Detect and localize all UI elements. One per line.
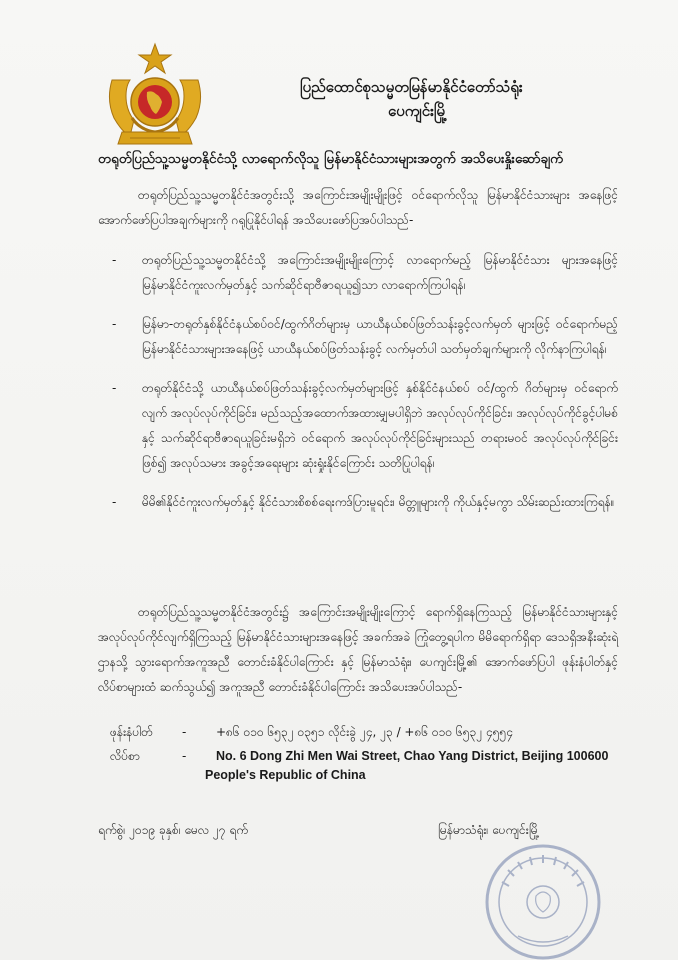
embassy-stamp-icon (478, 836, 608, 960)
bullet-text: တရုတ်ပြည်သူ့သမ္မတနိုင်ငံသို့ အကြောင်းအမျိုးမျိုးကြောင့် လာရောက်မည့် မြန်မာနိုင်ငံသား များအနေဖြင့် မြန်မာနိုင်ငံကူးလက်မှတ်နှင့် သက်ဆိုင်ရာဗီဇာရယူ၍သာ လာရောက်ကြပါရန်၊ (142, 253, 618, 292)
phone-separator: - (182, 725, 187, 739)
bullet-dash: - (112, 381, 117, 395)
address-line-2: People's Republic of China (205, 768, 366, 782)
contact-block (110, 720, 630, 768)
list-item (98, 248, 618, 298)
embassy-name: ပြည်ထောင်စုသမ္မတမြန်မာနိုင်ငံတော်သံရုံး (300, 78, 523, 96)
myanmar-state-seal-icon (100, 40, 210, 150)
contact-instructions-paragraph: တရုတ်ပြည်သူ့သမ္မတနိုင်ငံအတွင်း၌ အကြောင်းအမျိုးမျိုးကြောင့် ရောက်ရှိနေကြသည့် မြန်မာနိုင်ငံသားများနှင့် အလုပ်လုပ်ကိုင်လျက်ရှိကြသည့် မြန်မာနိုင်ငံသားများအနေဖြင့် အခက်အခဲ ကြုံတွေ့ရပါက မိမိရောက်ရှိရာ ဒေသရှိအနီးဆုံးရဲဌာနသို့ သွားရောက်အကူအညီ တောင်းခံနိုင်ပါကြောင်း နှင့် မြန်မာသံရုံး၊ ပေကျင်းမြို့၏ အောက်ဖော်ပြပါ ဖုန်းနံပါတ်နှင့် လိပ်စာများထံ ဆက်သွယ်၍ အကူအညီ တောင်းခံနိုင်ပါကြောင်း အသိပေးအပ်ပါသည်- (98, 605, 618, 694)
bullet-text: မိမိ၏နိုင်ငံကူးလက်မှတ်နှင့် နိုင်ငံသားစိစစ်ရေးကဒ်ပြားမူရင်း၊ မိတ္တူများကို ကိုယ်နှင့်မကွာ သိမ်းဆည်းထားကြရန်။ (142, 495, 615, 509)
phone-label: ဖုန်းနံပါတ် (110, 725, 153, 739)
bullet-dash: - (112, 495, 117, 509)
bullet-text: မြန်မာ-တရုတ်နှစ်နိုင်ငံနယ်စပ်ဝင်/ထွက်ဂိတ်များမှ ယာယီနယ်စပ်ဖြတ်သန်းခွင့်လက်မှတ် များဖြင့် ဝင်ရောက်မည့် မြန်မာနိုင်ငံသားများအနေဖြင့် ယာယီနယ်စပ်ဖြတ်သန်းခွင့် လက်မှတ်ပါ သတ်မှတ်ချက်များကို လိုက်နာကြပါရန်၊ (142, 317, 618, 356)
bullet-dash: - (112, 317, 117, 331)
signoff: မြန်မာသံရုံး၊ ပေကျင်းမြို့ (438, 823, 540, 837)
notice-title: တရုတ်ပြည်သူ့သမ္မတနိုင်ငံသို့ လာရောက်လိုသူ မြန်မာနိုင်ငံသားများအတွက် အသိပေးနှိုးဆော်ချက် (98, 151, 564, 167)
bullet-dash: - (112, 253, 117, 267)
address-separator: - (182, 749, 187, 763)
intro-paragraph: တရုတ်ပြည်သူ့သမ္မတနိုင်ငံအတွင်းသို့ အကြောင်းအမျိုးမျိုးဖြင့် ဝင်ရောက်လိုသူ မြန်မာနိုင်ငံသားများ အနေဖြင့် အောက်ဖော်ပြပါအချက်များကို ဂရုပြုနိုင်ပါရန် အသိပေးဖော်ပြအပ်ပါသည်- (98, 188, 618, 227)
address-label: လိပ်စာ (110, 749, 140, 763)
embassy-city: ပေကျင်းမြို့ (388, 102, 448, 120)
bullet-text: တရုတ်နိုင်ငံသို့ ယာယီနယ်စပ်ဖြတ်သန်းခွင့်လက်မှတ်များဖြင့် နှစ်နိုင်ငံနယ်စပ် ဝင်/ထွက် ဂိတ်များမှ ဝင်ရောက်လျက် အလုပ်လုပ်ကိုင်ခြင်း၊ မည်သည့်အထောက်အထားမျှမပါရှိဘဲ အလုပ်လုပ်ကိုင်ခြင်း၊ အလုပ်လုပ်ကိုင်ခွင့်ပါမစ်နှင့် သက်ဆိုင်ရာဗီဇာရယူခြင်းမရှိဘဲ ဝင်ရောက် အလုပ်လုပ်ကိုင်ခြင်းများသည် တရားမဝင် အလုပ်လုပ်ကိုင်ခြင်းဖြစ်၍ အလုပ်သမား အခွင့်အရေးများ ဆုံးရှုံးနိုင်ကြောင်း သတိပြုပါရန်၊ (142, 381, 618, 470)
list-item (98, 312, 618, 362)
address-row (110, 744, 630, 768)
phone-value: +၈၆ ၀၁၀ ၆၅၃၂ ၀၃၅၁ လိုင်းခွဲ ၂၄, ၂၃ / +၈၆ ၀၁၀ ၆၅၃၂ ၄၅၅၄ (216, 725, 513, 739)
list-item (98, 490, 618, 515)
issue-date: ရက်စွဲ၊ ၂၀၁၉ ခုနှစ်၊ မေလ ၂၇ ရက် (98, 823, 248, 837)
notice-list (98, 248, 618, 529)
phone-row (110, 720, 630, 744)
list-item (98, 376, 618, 476)
address-line-1: No. 6 Dong Zhi Men Wai Street, Chao Yang District, Beijing 100600 (216, 749, 609, 763)
